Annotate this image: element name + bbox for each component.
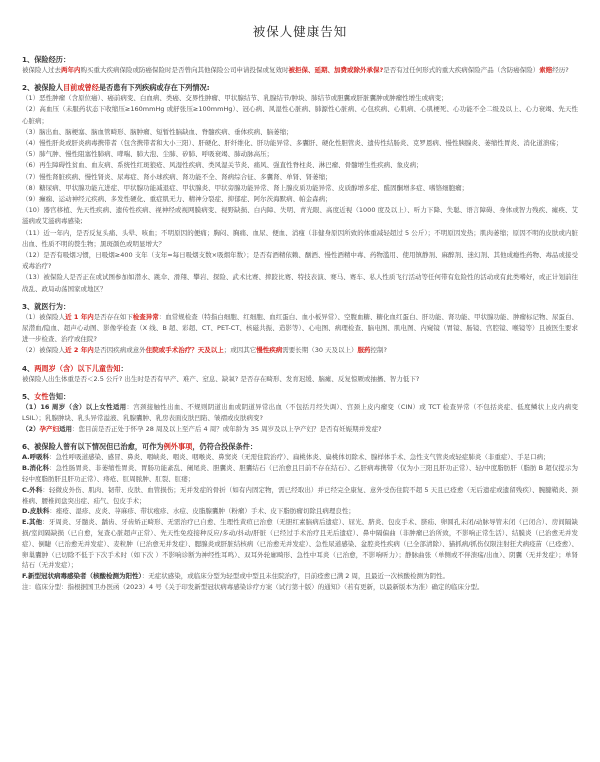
section-exceptions <box>22 441 578 592</box>
disease-item: （10）器官移植、先天性疾病、遗传性疾病、视神经或视网膜病变、视野缺损、白内障、失明、青光眼、高度近视（1000 度及以上）、听力下降、失聪、语言障碍、身体或智力残疾、瘫痪、艾滋病或艾滋病毒感染; <box>22 206 578 226</box>
footnote: 注：临床分型：指根据国卫办医函（2023）4 号《关于印发新型冠状病毒感染诊疗方案（试行第十版）的通知》（若有更新，以最新版本为准）确定的临床分型。 <box>22 583 484 592</box>
disease-item: （4）慢性肝炎或肝炎病毒携带者（包含携带者和大小三阳）、肝硬化、肝纤维化、肝功能异常、多囊肝、硬化性胆管炎、遗传性结肠炎、克罗恩病、慢性胰腺炎、萎缩性胃炎、消化道溃疡； <box>22 139 563 148</box>
section-heading: 6、被保险人曾有以下情况但已治愈，可作为例外事项，仍符合投保条件： <box>22 442 258 452</box>
exception-item: C.外科：轻微皮外伤、肌肉、韧带、皮肤、血管损伤；无并发症的骨折（如有内固定物，需已经取出）并已经完全康复、意外受伤住院不超 5 天且已痊愈（无后遗症或遗留残疾）、腕腱鞘炎、颈椎病、腰椎间盘突出症、疝气、包皮手术； <box>22 485 578 505</box>
highlight-text: 被拒保、延期、加费或除外承保? <box>288 66 384 74</box>
highlight-text: 索赔 <box>539 66 553 74</box>
section-heading: 2、被保险人目前或曾经是否患有下列疾病或存在下列情况: <box>22 83 210 93</box>
exception-item: E.其他：牙周炎、牙髓炎、龋齿、牙齿矫正畸形、无需治疗已自愈、生理性黄疸已治愈（无胆红素脑病后遗症）、屈光、脐炎、包皮手术、脐疝、卵圆孔未闭/动脉导管未闭（已闭合）、房间隔缺损/室间隔缺损（已自愈，复查心脏超声正常）、先天性免疫接种反应/多动/抖动/肝脏（已经过手术治疗且无后遗症）、鼻中隔偏曲（非肿瘤已治所致，不影响正常生活）、结膜炎（已治愈无并发症）、倒睫（已治愈无并发症）、麦粒肿（已治愈无并发症）、腮腺炎或肝脏结核病（已治愈无并发症）、急性尿道感染、盆腔炎性疾病（已全部清除）、猫抓病/抓伤仅限注射狂犬病疫苗（已痊愈）、卵巢囊肿（已切除不低于下次手术时（如下次 ）不影响诊断为神经性耳鸣）、双耳外轮廓畸形、急性中耳炎（已治愈，不影响听力）；静脉曲张（单侧或不伴溃疡/出血）、阴囊（无并发症）；单肾结石（无并发症）； <box>22 518 578 570</box>
female-item: （1）16 周岁（含）以上女性适用：宫颈接触性出血、不规则阴道出血或阴道异常出血（不包括月经失调）、宫颈上皮内瘤变（CIN）或 TCT 检查异常（不包括炎症、低度鳞状上皮内病变 LSIL）；乳腺肿块、乳头异常溢液、乳腺囊肿、乳房表面皮肤凹陷、皱褶或皮肤病变? <box>22 402 578 423</box>
disease-item: （3）脑出血、脑梗塞、脑血管畸形、脑肿瘤、短暂性脑缺血、脊髓疾病、垂体疾病、脑萎缩； <box>22 127 293 136</box>
section-female <box>22 391 578 436</box>
section-body: 被保险人出生体重是否＜2.5 公斤? 出生时是否有早产、难产、窒息、缺氧? 是否存在畸形、发育迟缓、脑瘫、反复惊厥或抽搐、智力低下? <box>22 374 420 383</box>
disease-item: （5）肺气肿、慢性阻塞性肺病、哮喘、肺大泡、尘肺、矽肺、呼吸衰竭、肺动脉高压； <box>22 150 274 159</box>
exception-item: A.呼吸科：急性呼吸道感染、感冒、鼻炎、咽峡炎、咽炎、咽喉炎、鼻窦炎（无需住院治疗）、扁桃体炎、扁桃体切除术、腺样体手术、急性支气管炎或轻症肺炎（非重症）、手足口病； <box>22 453 550 462</box>
disease-item: （2）高血压（未服药状态下收缩压≥160mmHg 或舒张压≥100mmHg）、冠心病、风湿性心脏病、肺源性心脏病、心包疾病、心肌病、心肌梗死、心功能不全二级及以上、心力衰竭、先天性心脏病； <box>22 105 578 125</box>
disease-item: （12）是否有吸烟习惯，日吸烟≥400 支年（支年=每日吸烟支数×吸烟年数）；是否有酒精依赖、酗酒、慢性酒精中毒、药物滥用、使用镇静剂、麻醉剂、迷幻剂、其他成瘾性药物、毒品或接受戒毒治疗? <box>22 251 578 271</box>
section-heading: 5、女性告知： <box>22 391 71 401</box>
section-medical-visits <box>22 301 578 357</box>
text: 是否有过任何形式的重大疾病保险产品（含防癌保险） <box>383 66 540 74</box>
section-heading: 3、就医行为： <box>22 301 71 311</box>
section-body <box>22 65 578 76</box>
text: 被保险人过去 <box>22 66 61 74</box>
section-heading: 1、保险经历： <box>22 55 71 64</box>
medical-item: （1）被保险人近 1 年内是否存在如下检查异常：血常规检查（特指白细胞、红细胞、血红蛋白、血小板异常）、空腹血糖、糖化血红蛋白、肝功能、肾功能、甲状腺功能、肿瘤标记物、尿蛋白、尿潜血/隐血、超声心动图、影像学检查（X 线、B 超、彩超、CT、PET-CT、核磁共振、造影等）、心电图、病理检查、脑电图、肌电图、内窥镜（胃镜、肠镜、宫腔镜、喉镜等）且被医生要求进一步检查、治疗或住院? <box>22 312 579 344</box>
exception-item: D.皮肤科：痤疮、湿疹、皮炎、荨麻疹、带状疱疹、水痘、皮脂腺囊肿（粉瘤）手术、皮下脂肪瘤切除且病理良性； <box>22 507 355 516</box>
disease-item: （11）近一年内，是否反复头痛、头晕、咳血；不明原因的便痛；胸闷、胸痛、血尿、便血、消瘦（非健身原因所致的体重减轻超过 5 公斤）；不明原因发热；肌肉萎缩；原因不明的皮肤或内脏出血、性质不明的赘生物；黑斑颜色或明显增大？ <box>22 228 578 248</box>
female-item: （2）孕产妇适用：您目前是否正处于怀孕 28 周及以上至产后 4 周？或年龄为 35 周岁及以上孕产妇？是否有妊娠期并发症? <box>22 425 382 434</box>
exception-item: B.消化科：急性肠胃炎、非萎缩性胃炎、胃肠功能紊乱、阑尾炎、胆囊炎、胆囊结石（已治愈且目前不存在结石）、乙肝病毒携带（仅为小三阳且肝功正常）、轻/中度脂肪肝（脂肪 B 超仅提示为轻中度脂肪肝且肝功正常）、痔疮、肛周脓肿、肛裂、肛瘘； <box>22 464 578 484</box>
section-insurance-history <box>22 54 578 76</box>
disease-item: （9）癫痫、运动神经元疾病、多发性硬化、重症肌无力、精神分裂症、抑郁症、阿尔茨海默病、帕金森病； <box>22 195 332 204</box>
page-title: 被保人健康告知 <box>252 24 348 39</box>
text: 购买重大疾病保险或防癌保险时是否曾向其他保险公司申请投保或复效时 <box>80 66 289 74</box>
disease-item: （8）糖尿病、甲状腺功能亢进症、甲状腺功能减退症、甲状腺炎、甲状旁腺功能异常、肾上腺皮质功能异常、皮质醇增多症、醛固酮增多症、嗜铬细胞瘤； <box>22 183 469 192</box>
medical-item: （2）被保险人近 2 年内是否因疾病或意外住院或手术治疗？天及以上；或因其它慢性疾病需要长期（30 天及以上）服药控制? <box>22 346 387 355</box>
section-children <box>22 363 578 385</box>
disease-item: （1）恶性肿瘤（含原位癌）、癌前病变、白血病、类癌、交界性肿瘤、甲状腺结节、乳腺结节/肿块、肺结节或胆囊或肝脏囊肿或肿瘤性增生或病变； <box>22 94 448 103</box>
section-diseases <box>22 82 578 295</box>
text: 经历? <box>552 66 569 74</box>
exception-item: F.新型冠状病毒感染者（核酸检测为阳性）：无症状感染，或临床分型为轻型或中型且未住院治疗，目前痊愈已满 2 周，且最近一次核酸检测为阴性。 <box>22 572 449 581</box>
highlight-text: 两年内 <box>61 66 81 74</box>
disease-item: （6）再生障碍性贫血、血友病、系统性红斑狼疮、风湿性疾病、类风湿关节炎、痛风、强直性脊柱炎、淋巴瘤、骨髓增生性疾病、象皮病； <box>22 161 423 170</box>
section-heading: 4、两周岁（含）以下儿童告知： <box>22 363 128 373</box>
disease-item: （13）被保险人是否正在或试图参加如潜水、跳伞、滑翔、攀岩、探险、武术比赛、摔跤比赛、特技表演、赛马、赛车、私人性质飞行活动等任何带有危险性的活动或有此类嗜好，或正计划前往战乱、政局动荡国家或地区？ <box>22 273 578 293</box>
disease-item: （7）慢性肾脏疾病、慢性肾炎、尿毒症、肾小球疾病、肾功能不全、肾病综合征、多囊肾、单肾、肾萎缩； <box>22 172 332 181</box>
